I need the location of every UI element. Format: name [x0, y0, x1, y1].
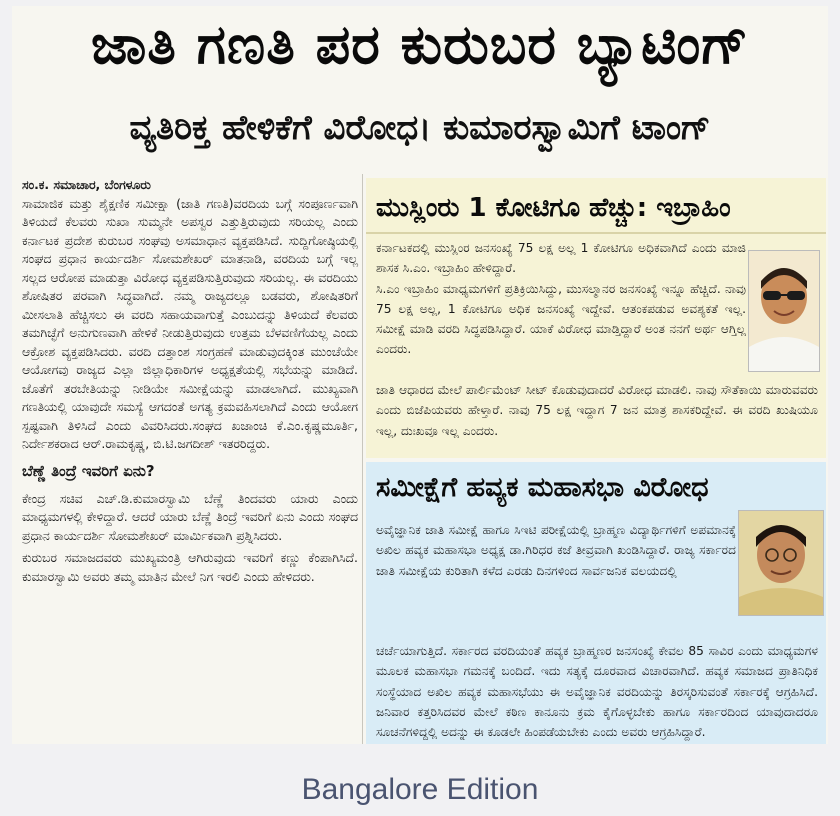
main-story-paragraph-3: ಕುರುಬರ ಸಮಾಜದವರು ಮುಖ್ಯಮಂತ್ರಿ ಆಗಿರುವುದು ಇವರಿಗೆ ಕಣ್ಣು ಕೆಂಪಾಗಿಸಿದೆ. ಕುಮಾರಸ್ವಾಮಿ ಅವರು ತಮ್ಮ ಮಾತಿನ ಮೇಲೆ ನಿಗ ಇರಲಿ ಎಂದು ಹೇಳಿದರು.: [22, 550, 358, 584]
main-story-subheading: ಬೆಣ್ಣೆ ತಿಂದ್ರೆ ಇವರಿಗೆ ಏನು?: [22, 461, 155, 480]
sidebar-2-body: [376, 520, 736, 581]
sidebar-2-body-wide: [376, 641, 818, 742]
main-story: [22, 176, 358, 586]
sidebar-1-title: ಮುಸ್ಲಿಂರು 1 ಕೋಟಿಗೂ ಹೆಚ್ಚು: ಇಬ್ರಾಹಿಂ: [366, 182, 826, 234]
sidebar-1-body: [376, 238, 746, 360]
sidebar-1-body-wide: [376, 380, 818, 441]
sidebar-muslim-population: [366, 178, 826, 458]
portrait-icon: [749, 251, 819, 371]
sidebar-1-paragraph-2: ಸಿ.ಎಂ ಇಬ್ರಾಹಿಂ ಮಾಧ್ಯಮಗಳಿಗೆ ಪ್ರತಿಕ್ರಿಯಿಸಿದ್ದು, ಮುಸಲ್ಮಾನರ ಜನಸಂಖ್ಯೆ ಇನ್ನೂ ಹೆಚ್ಚಿದೆ. ನಾವು 75 ಲಕ್ಷ ಅಲ್ಲ, 1 ಕೋಟಿಗೂ ಅಧಿಕ ಜನಸಂಖ್ಯೆ ಇದ್ದೇವೆ. ಆತಂಕಪಡುವ ಅವಶ್ಯಕತೆ ಇಲ್ಲ. ಸಮೀಕ್ಷೆ ಮಾಡಿ ವರದಿ ಸಿದ್ಧಪಡಿಸಿದ್ದಾರೆ. ಯಾಕೆ ವಿರೋಧ ಮಾಡ್ತಿದ್ದಾರೆ ಅಂತ ನನಗೆ ಅರ್ಥ ಆಗ್ತಿಲ್ಲ ಎಂದರು.: [376, 281, 746, 357]
subheadline: ವ್ಯತಿರಿಕ್ತ ಹೇಳಿಕೆಗೆ ವಿರೋಧ। ಕುಮಾರಸ್ವಾಮಿಗೆ ಟಾಂಗ್: [129, 108, 711, 148]
sidebar-2-paragraph-1: ಅವೈಜ್ಞಾನಿಕ ಜಾತಿ ಸಮೀಕ್ಷೆ ಹಾಗೂ ಸಿಇಟಿ ಪರೀಕ್ಷೆಯಲ್ಲಿ ಬ್ರಾಹ್ಮಣ ವಿದ್ಯಾರ್ಥಿಗಳಿಗೆ ಅಪಮಾನಕ್ಕೆ ಅಖಿಲ ಹವ್ಯಕ ಮಹಾಸಭಾ ಅಧ್ಯಕ್ಷ ಡಾ.ಗಿರಿಧರ ಕಜೆ ತೀವ್ರವಾಗಿ ಖಂಡಿಸಿದ್ದಾರೆ. ರಾಜ್ಯ ಸರ್ಕಾರದ ಜಾತಿ ಸಮೀಕ್ಷೆಯ ಕುರಿತಾಗಿ ಕಳೆದ ಎರಡು ದಿನಗಳಿಂದ ಸಾರ್ವಜನಿಕ ವಲಯದಲ್ಲಿ: [376, 523, 736, 578]
sidebar-havyaka-mahasabha: [366, 462, 826, 744]
edition-caption: Bangalore Edition: [301, 773, 539, 806]
sidebar-1-paragraph-1: ಕರ್ನಾಟಕದಲ್ಲಿ ಮುಸ್ಲಿಂರ ಜನಸಂಖ್ಯೆ 75 ಲಕ್ಷ ಅಲ್ಲ 1 ಕೋಟಿಗೂ ಅಧಿಕವಾಗಿದೆ ಎಂದು ಮಾಜಿ ಶಾಸಕ ಸಿ.ಎಂ. ಇಬ್ರಾಹಿಂ ಹೇಳಿದ್ದಾರೆ.: [376, 241, 746, 276]
portrait-icon: [739, 511, 823, 615]
dateline: ಸಂ.ಕ. ಸಮಾಚಾರ, ಬೆಂಗಳೂರು: [22, 177, 151, 192]
sidebar-2-title: ಸಮೀಕ್ಷೆಗೆ ಹವ್ಯಕ ಮಹಾಸಭಾ ವಿರೋಧ: [376, 472, 709, 503]
headline: ಜಾತಿ ಗಣತಿ ಪರ ಕುರುಬರ ಬ್ಯಾಟಿಂಗ್: [90, 13, 750, 76]
column-divider: [362, 174, 363, 744]
main-story-paragraph-1: ಸಾಮಾಜಿಕ ಮತ್ತು ಶೈಕ್ಷಣಿಕ ಸಮೀಕ್ಷಾ (ಜಾತಿ ಗಣತಿ)ವರದಿಯ ಬಗ್ಗೆ ಸಂಪೂರ್ಣವಾಗಿ ತಿಳಿಯದೆ ಕೆಲವರು ಸುಖಾ ಸುಮ್ಮನೇ ಅಪಸ್ವರ ಎತ್ತುತ್ತಿರುವುದು ಸರಿಯಲ್ಲ ಎಂದು ಕರ್ನಾಟಕ ಪ್ರದೇಶ ಕುರುಬರ ಸಂಘವು ಅಸಮಾಧಾನ ವ್ಯಕ್ತಪಡಿಸಿದೆ. ಸುದ್ದಿಗೋಷ್ಠಿಯಲ್ಲಿ ಸಂಘದ ಪ್ರಧಾನ ಕಾರ್ಯದರ್ಶಿ ಸೋಮಶೇಖರ್ ಮಾತನಾಡಿ, ವರದಿಯ ಬಗ್ಗೆ ಇಲ್ಲ ಸಲ್ಲದ ಆರೋಪ ಮಾಡುತ್ತಾ ವಿರೋಧ ವ್ಯಕ್ತಪಡಿಸುತ್ತಿರುವುದು ಸರಿಯಲ್ಲ. ಈ ವರದಿಯು ಶೋಷಿತರ ಪರವಾಗಿ ಸಿದ್ಧವಾಗಿದೆ. ನಮ್ಮ ರಾಜ್ಯದಲ್ಲೂ ಬಡವರು, ಶೋಷಿತರಿಗೆ ಮೀಸಲಾತಿ ಹೆಚ್ಚಿಸಲು ಈ ವರದಿ ಸಹಾಯವಾಗುತ್ತೆ ಎಂಬುದನ್ನು ತಿಳಿಯದೆ ಕೆಲವರು ತಮಗಿಚ್ಛೆಗೆ ಅನುಗುಣವಾಗಿ ಹೇಳಿಕೆ ನೀಡುತ್ತಿರುವುದು ಉತ್ತಮ ಬೆಳವಣಿಗೆಯಲ್ಲ ಎಂದು ಆಕ್ರೋಶ ವ್ಯಕ್ತಪಡಿಸಿದರು. ವರದಿ ದತ್ತಾಂಶ ಸಂಗ್ರಹಣೆ ಮಾಡುವುದಕ್ಕಿಂತ ಮುಂಚೆಯೇ ಆಯೋಗವು ರಾಜ್ಯದ ಎಲ್ಲಾ ಜಿಲ್ಲಾಧಿಕಾರಿಗಳ ಅಧ್ಯಕ್ಷತೆಯಲ್ಲಿ ಸಭೆಯನ್ನು ಮಾಡಿದೆ. ಜೊತೆಗೆ ತರಬೇತಿಯನ್ನು ನೀಡಿಯೇ ಸಮೀಕ್ಷೆಯನ್ನು ಮಾಡಲಾಗಿದೆ. ಮುಖ್ಯವಾಗಿ ಗಣತಿಯಲ್ಲಿ ಯಾವುದೇ ಸಮಸ್ಯೆ ಆಗದಂತೆ ಅಗತ್ಯ ಕ್ರಮವಹಿಸಲಾಗಿದೆ ಎಂದು ಆಯೋಗ ಸ್ಪಷ್ಟವಾಗಿ ತಿಳಿಸಿದೆ ಎಂದು ವಿವರಿಸಿದರು.ಸಂಘದ ಖಜಾಂಚಿ ಕೆ.ಎಂ.ಕೃಷ್ಣಮೂರ್ತಿ, ನಿರ್ದೇಶಕರಾದ ಆರ್.ರಾಮಕೃಷ್ಣ, ಬಿ.ಟಿ.ಜಗದೀಶ್ ಇತರರಿದ್ದರು.: [22, 195, 358, 451]
newspaper-clipping: [12, 6, 828, 744]
ibrahim-photo: [748, 250, 820, 372]
main-story-paragraph-2: ಕೇಂದ್ರ ಸಚಿವ ಎಚ್.ಡಿ.ಕುಮಾರಸ್ವಾಮಿ ಬೆಣ್ಣೆ ತಿಂದವರು ಯಾರು ಎಂದು ಮಾಧ್ಯಮಗಳಲ್ಲಿ ಕೇಳಿದ್ದಾರೆ. ಆದರೆ ಯಾರು ಬೆಣ್ಣೆ ತಿಂದ್ರೆ ಇವರಿಗೆ ಏನು ಎಂದು ಸಂಘದ ಪ್ರಧಾನ ಕಾರ್ಯದರ್ಶಿ ಸೋಮಶೇಖರ್ ಮಾರ್ಮಿಕವಾಗಿ ಪ್ರಶ್ನಿಸಿದರು.: [22, 490, 358, 543]
sidebar-2-paragraph-2: ಚರ್ಚೆಯಾಗುತ್ತಿದೆ. ಸರ್ಕಾರದ ವರದಿಯಂತೆ ಹವ್ಯಕ ಬ್ರಾಹ್ಮಣರ ಜನಸಂಖ್ಯೆ ಕೇವಲ 85 ಸಾವಿರ ಎಂದು ಮಾಧ್ಯಮಗಳ ಮೂಲಕ ಮಹಾಸಭಾ ಗಮನಕ್ಕೆ ಬಂದಿದೆ. ಇದು ಸತ್ಯಕ್ಕೆ ದೂರವಾದ ವಿಚಾರವಾಗಿದೆ. ಹವ್ಯಕ ಸಮಾಜದ ಪ್ರಾತಿನಿಧಿಕ ಸಂಸ್ಥೆಯಾದ ಅಖಿಲ ಹವ್ಯಕ ಮಹಾಸಭೆಯು ಈ ಅವೈಜ್ಞಾನಿಕ ವರದಿಯನ್ನು ತಿರಸ್ಕರಿಸುವಂತೆ ಸರ್ಕಾರಕ್ಕೆ ಆಗ್ರಹಿಸಿದೆ. ಜನಿವಾರ ಕತ್ತರಿಸಿದವರ ಮೇಲೆ ಕಠಿಣ ಕಾನೂನು ಕ್ರಮ ಕೈಗೊಳ್ಳಬೇಕು ಹಾಗೂ ಸರ್ಕಾರದಿಂದ ಯಾವುದಾದರೂ ಸೂಚನೆಗಳಿದ್ದಲ್ಲಿ ಅದನ್ನು ಈ ಕೂಡಲೇ ಹಿಂಪಡೆಯಬೇಕು ಎಂದು ಅವರು ಆಗ್ರಹಿಸಿದ್ದಾರೆ.: [376, 644, 818, 740]
sidebar-1-paragraph-3: ಜಾತಿ ಆಧಾರದ ಮೇಲೆ ಪಾರ್ಲಿಮೆಂಟ್ ಸೀಟ್ ಕೊಡುವುದಾದರೆ ವಿರೋಧ ಮಾಡಲಿ. ನಾವು ಸೌತೆಕಾಯಿ ಮಾರುವವರು ಎಂದು ಬಿಜೆಪಿಯವರು ಹೇಳ್ತಾರೆ. ನಾವು 75 ಲಕ್ಷ ಇದ್ದಾಗ 7 ಜನ ಮಾತ್ರ ಶಾಸಕರಿದ್ದೇವೆ. ಈ ವರದಿ ಖುಷಿಯೂ ಇಲ್ಲ, ದುಃಖವೂ ಇಲ್ಲ ಎಂದರು.: [376, 383, 818, 438]
giridhar-kaje-photo: [738, 510, 824, 616]
